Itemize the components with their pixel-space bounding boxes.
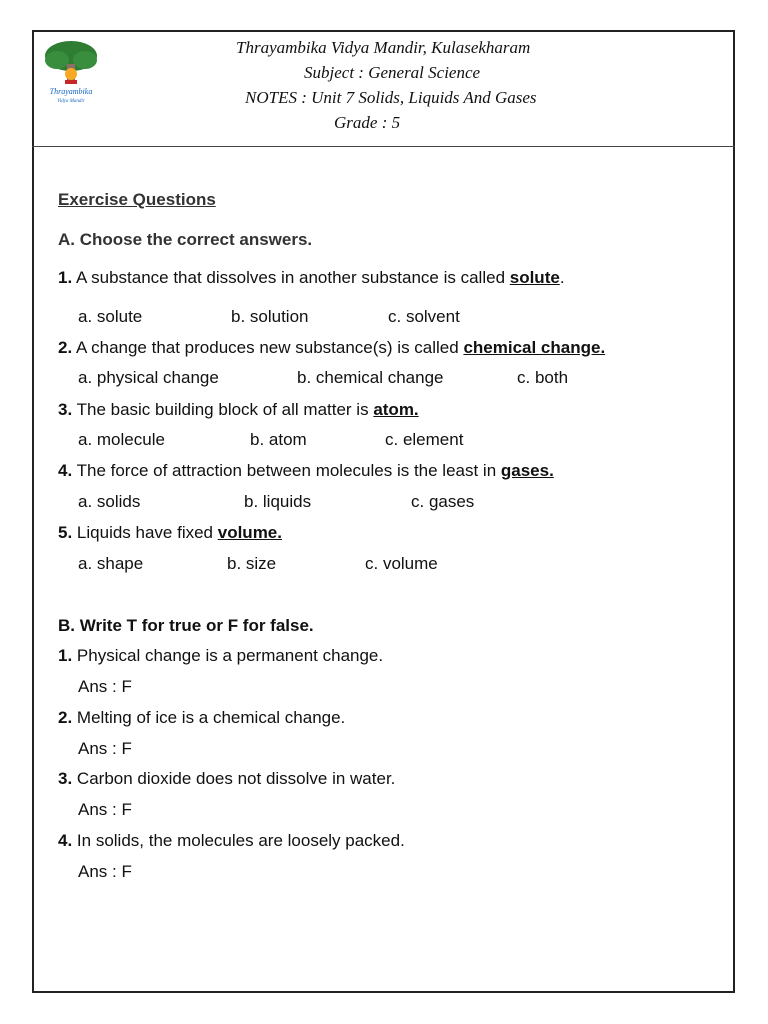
grade-line: Grade : 5 (334, 113, 401, 132)
question-b3: 3. Carbon dioxide does not dissolve in water. (58, 769, 396, 788)
option-a4-a: a. solids (78, 492, 141, 511)
section-title: Exercise Questions (58, 190, 216, 209)
option-a1-b: b. solution (231, 307, 309, 326)
option-a5-a: a. shape (78, 554, 144, 573)
option-a3-c: c. element (385, 430, 464, 449)
option-a2-a: a. physical change (78, 368, 219, 387)
school-logo-icon (43, 40, 99, 106)
question-b2: 2. Melting of ice is a chemical change. (58, 708, 346, 727)
svg-text:Vidya Mandir: Vidya Mandir (57, 99, 85, 104)
question-b1: 1. Physical change is a permanent change. (58, 646, 384, 665)
option-a4-b: b. liquids (244, 492, 312, 511)
option-a2-c: c. both (517, 368, 569, 387)
answer-b4: Ans : F (78, 862, 132, 881)
option-a4-c: c. gases (411, 492, 475, 511)
option-a3-a: a. molecule (78, 430, 165, 449)
header-divider (32, 146, 735, 147)
answer-b3: Ans : F (78, 800, 132, 819)
part-b-heading: B. Write T for true or F for false. (58, 616, 314, 635)
question-a5: 5. Liquids have fixed volume. (58, 523, 282, 542)
option-a5-b: b. size (227, 554, 277, 573)
subject-line: Subject : General Science (304, 63, 481, 82)
option-a5-c: c. volume (365, 554, 438, 573)
question-b4: 4. In solids, the molecules are loosely packed. (58, 831, 405, 850)
option-a3-b: b. atom (250, 430, 307, 449)
option-a1-a: a. solute (78, 307, 143, 326)
answer-b1: Ans : F (78, 677, 132, 696)
question-a2: 2. A change that produces new substance(s) is called chemical change. (58, 338, 606, 357)
svg-text:Thrayambika: Thrayambika (49, 87, 93, 96)
answer-b2: Ans : F (78, 739, 132, 758)
question-a3: 3. The basic building block of all matter is atom. (58, 400, 419, 419)
school-name: Thrayambika Vidya Mandir, Kulasekharam (236, 38, 531, 57)
part-a-heading: A. Choose the correct answers. (58, 230, 313, 249)
question-a1: 1. A substance that dissolves in another substance is called solute. (58, 268, 565, 287)
option-a2-b: b. chemical change (297, 368, 444, 387)
question-a4: 4. The force of attraction between molecules is the least in gases. (58, 461, 554, 480)
option-a1-c: c. solvent (388, 307, 460, 326)
notes-line: NOTES : Unit 7 Solids, Liquids And Gases (245, 88, 537, 107)
